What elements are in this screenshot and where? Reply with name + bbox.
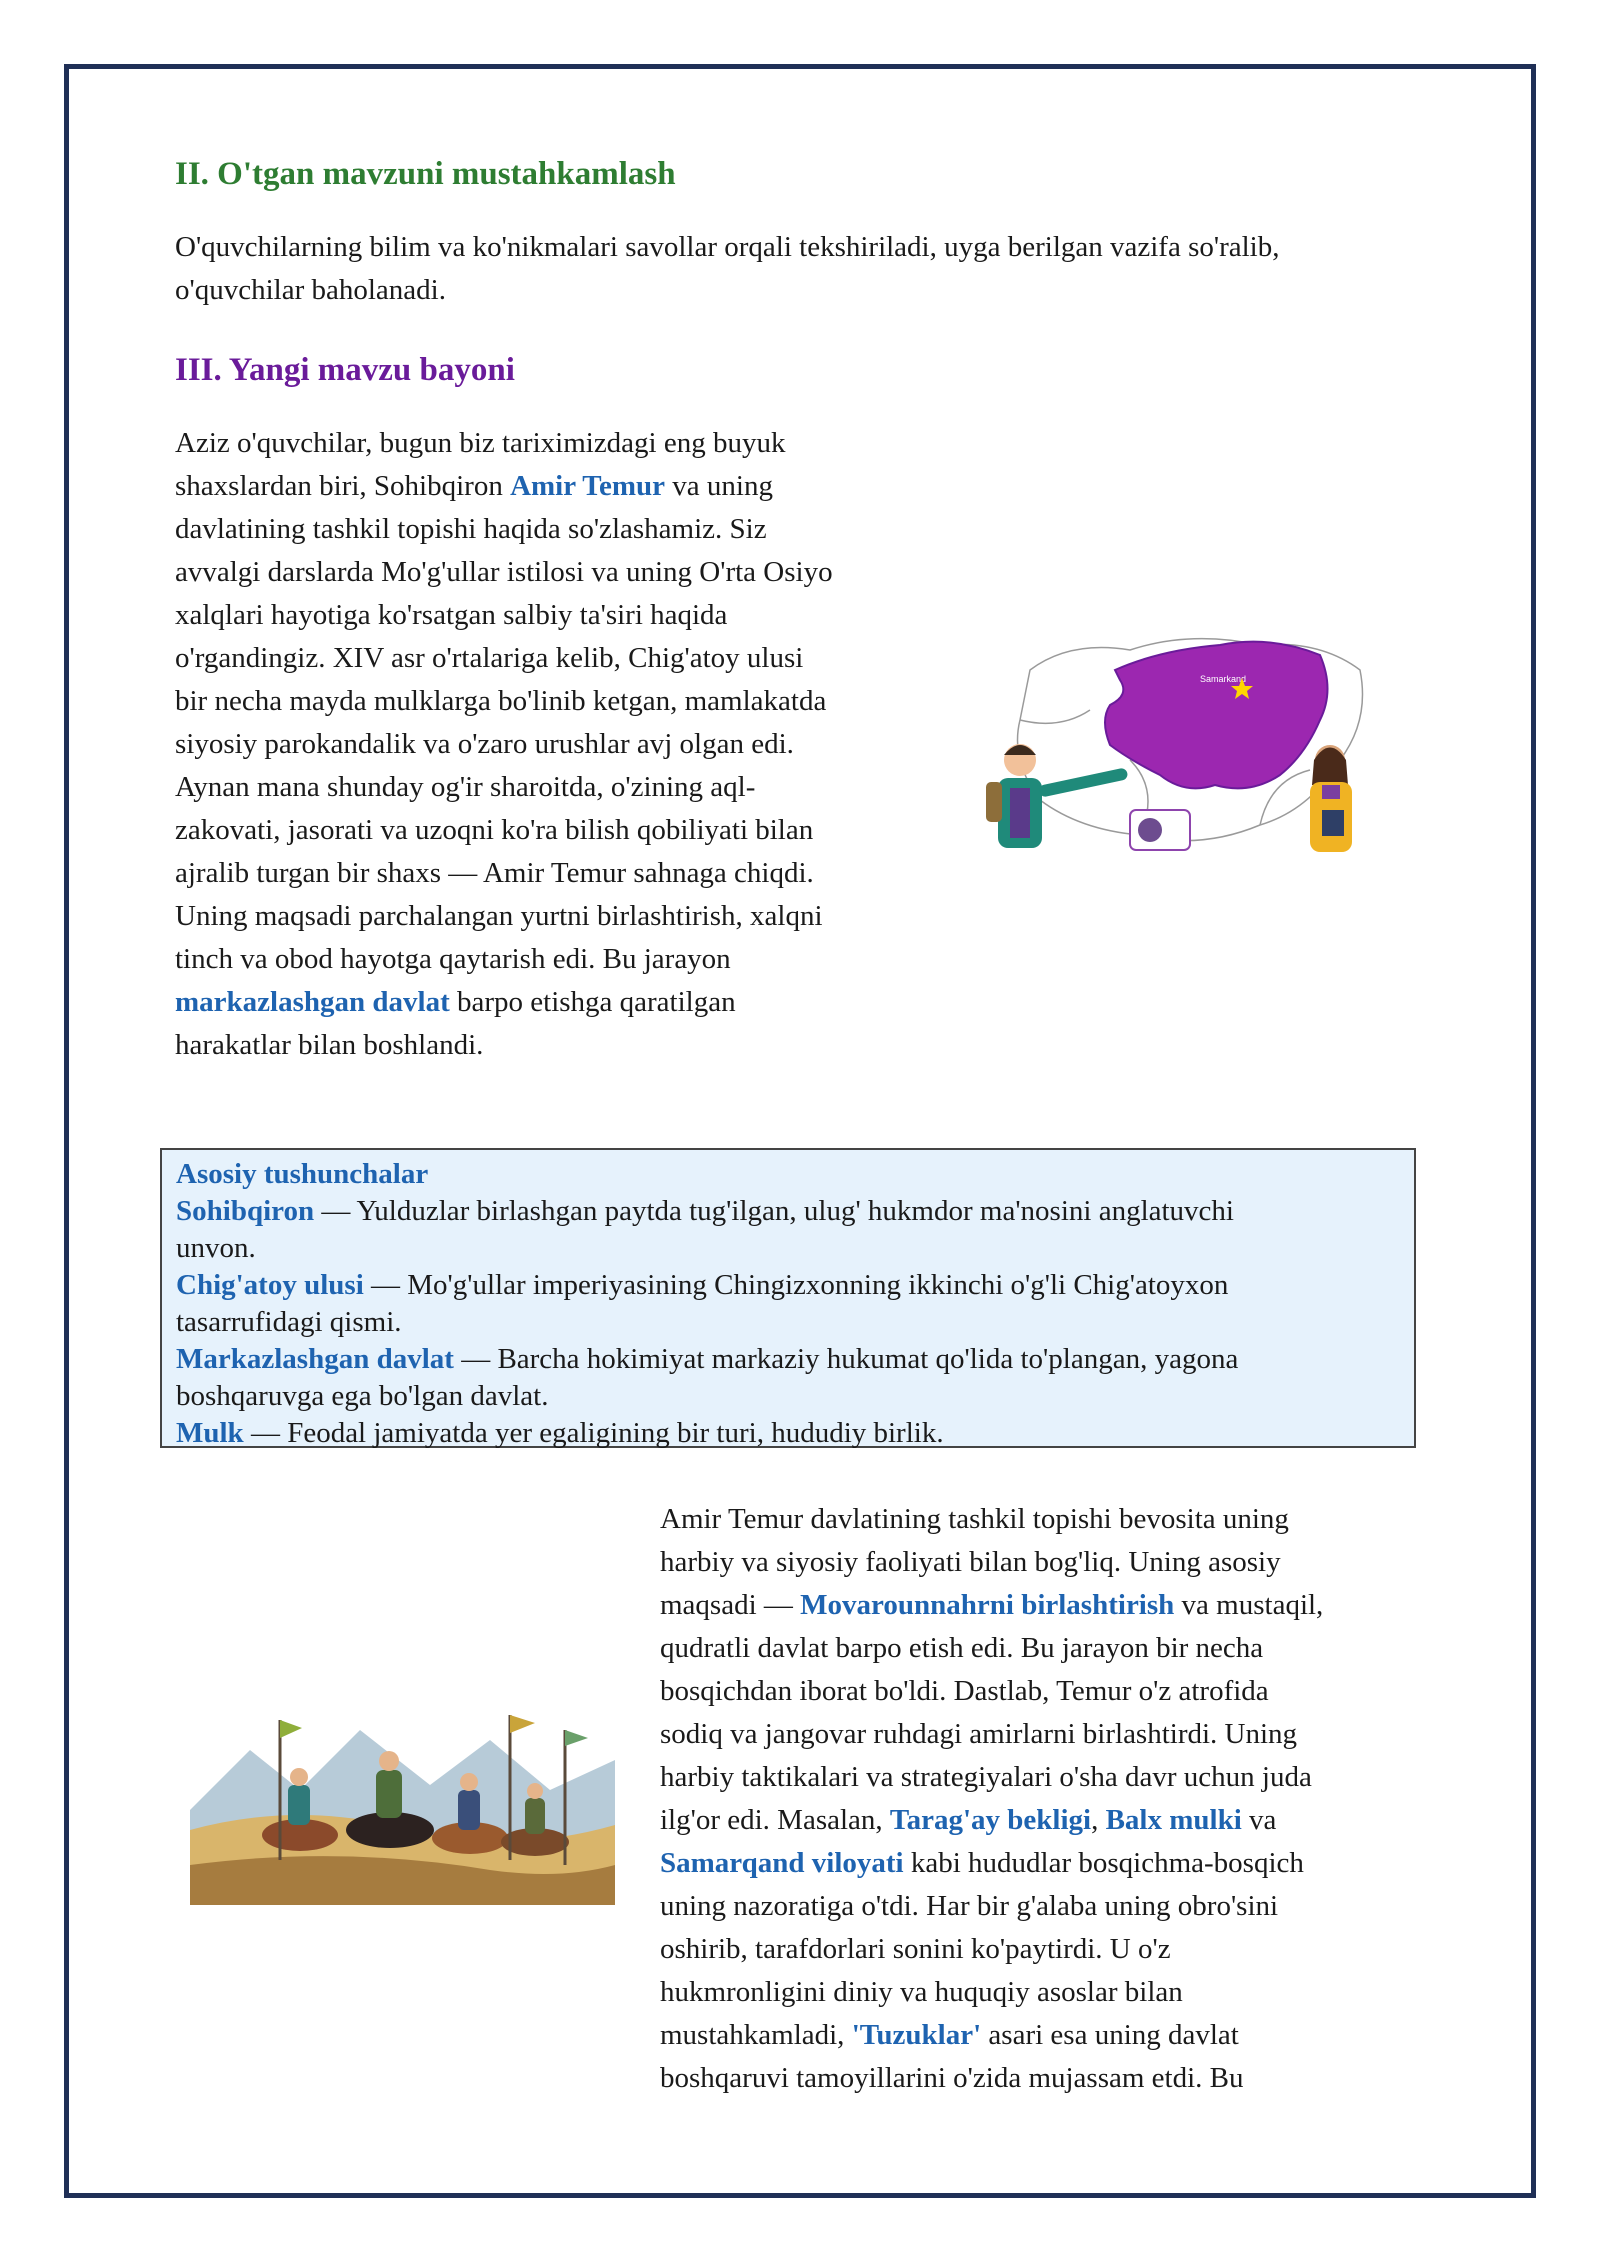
- map-illustration: [960, 610, 1390, 880]
- key-concepts-box: [160, 1148, 1416, 1448]
- keyword-tuzuklar: 'Tuzuklar': [851, 2019, 982, 2051]
- boy-figure: [986, 744, 1129, 848]
- keyword-taragay: Tarag'ay bekligi: [889, 1804, 1092, 1836]
- keyword-centralized-state: markazlashgan davlat: [175, 986, 450, 1018]
- section-heading-review: II. O'tgan mavzuni mustahkamlash: [175, 156, 676, 192]
- conquest-paragraph: Amir Temur davlatining tashkil topishi bevosita uning harbiy va siyosiy faoliyati bilan bog'liq. Uning asosiy maqsadi — Movarounnahrni birlashtirish va mustaqil, qudratli davlat barpo etish edi. Bu jarayon bir necha bosqichdan iborat bo'ldi. Dastlab, Temur o'z atrofida sodiq va jangovar ruhdagi amirlarni birlashtirdi. Uning harbiy taktikalari va strategiyalari o'sha davr uchun juda ilg'or edi. Masalan, Tarag'ay bekligi, Balx mulki va Samarqand viloyati kabi hududlar bosqichma-bosqich uning nazoratiga o'tdi. Har bir g'alaba uning obro'sini oshirib, tarafdorlari sonini ko'paytirdi. U o'z hukmronligini diniy va huquqiy asoslar bilan mustahkamladi, 'Tuzuklar' asari esa uning davlat boshqaruvi tamoyillarini o'zida mujassam etdi. Bu: [660, 1503, 1324, 2094]
- keyword-movarounnahr: Movarounnahrni birlashtirish: [800, 1589, 1175, 1621]
- intro-paragraph: Aziz o'quvchilar, bugun biz tariximizdagi eng buyuk shaxslardan biri, Sohibqiron Amir Temur va uning davlatining tashkil topishi haqida so'zlashamiz. Siz avvalgi darslarda Mo'g'ullar istilosi va uning O'rta Osiyo xalqlari hayotiga ko'rsatgan salbiy ta'siri haqida o'rgandingiz. XIV asr o'rtalariga kelib, Chig'atoy ulusi bir necha mayda mulklarga bo'linib ketgan, mamlakatda siyosiy parokandalik va o'zaro urushlar avj olgan edi. Aynan mana shunday og'ir sharoitda, o'zining aql- zakovati, jasorati va uzoqni ko'ra bilish qobiliyati bilan ajralib turgan bir shaxs — Amir Temur sahnaga chiqdi. Uning maqsadi parchalangan yurtni birlashtirish, xalqni tinch va obod hayotga qaytarish edi. Bu jarayon markazlashgan davlat barpo etishga qaratilgan harakatlar bilan boshlandi.: [175, 427, 833, 1061]
- mongol-empire-region: [1105, 642, 1328, 789]
- key-concepts-title: Asosiy tushunchalar: [176, 1158, 429, 1190]
- concept-item-sohibqiron: Sohibqiron — Yulduzlar birlashgan paytda tug'ilgan, ulug' hukmdor ma'nosini anglatuvchi unvon.: [176, 1195, 1234, 1264]
- concept-item-markazlashgan: Markazlashgan davlat — Barcha hokimiyat markaziy hukumat qo'lida to'plangan, yagona boshqaruvga ega bo'lgan davlat.: [176, 1343, 1239, 1412]
- review-paragraph: O'quvchilarning bilim va ko'nikmalari savollar orqali tekshiriladi, uyga berilgan vazifa so'ralib, o'quvchilar baholanadi.: [175, 231, 1280, 306]
- concept-item-chigatoy: Chig'atoy ulusi — Mo'g'ullar imperiyasining Chingizxonning ikkinchi o'g'li Chig'atoyxon tasarrufidagi qismi.: [176, 1269, 1229, 1338]
- section-heading-new-topic: III. Yangi mavzu bayoni: [175, 352, 515, 388]
- map-label-samarkand: Samarkand: [1200, 674, 1247, 684]
- girl-figure: [1310, 745, 1352, 852]
- riders-illustration: [190, 1660, 615, 1905]
- keyword-amir-temur: Amir Temur: [510, 470, 666, 502]
- keyword-balx: Balx mulki: [1105, 1804, 1242, 1836]
- keyword-samarqand: Samarqand viloyati: [660, 1847, 904, 1879]
- concept-item-mulk: Mulk — Feodal jamiyatda yer egaligining bir turi, hududiy birlik.: [176, 1417, 944, 1449]
